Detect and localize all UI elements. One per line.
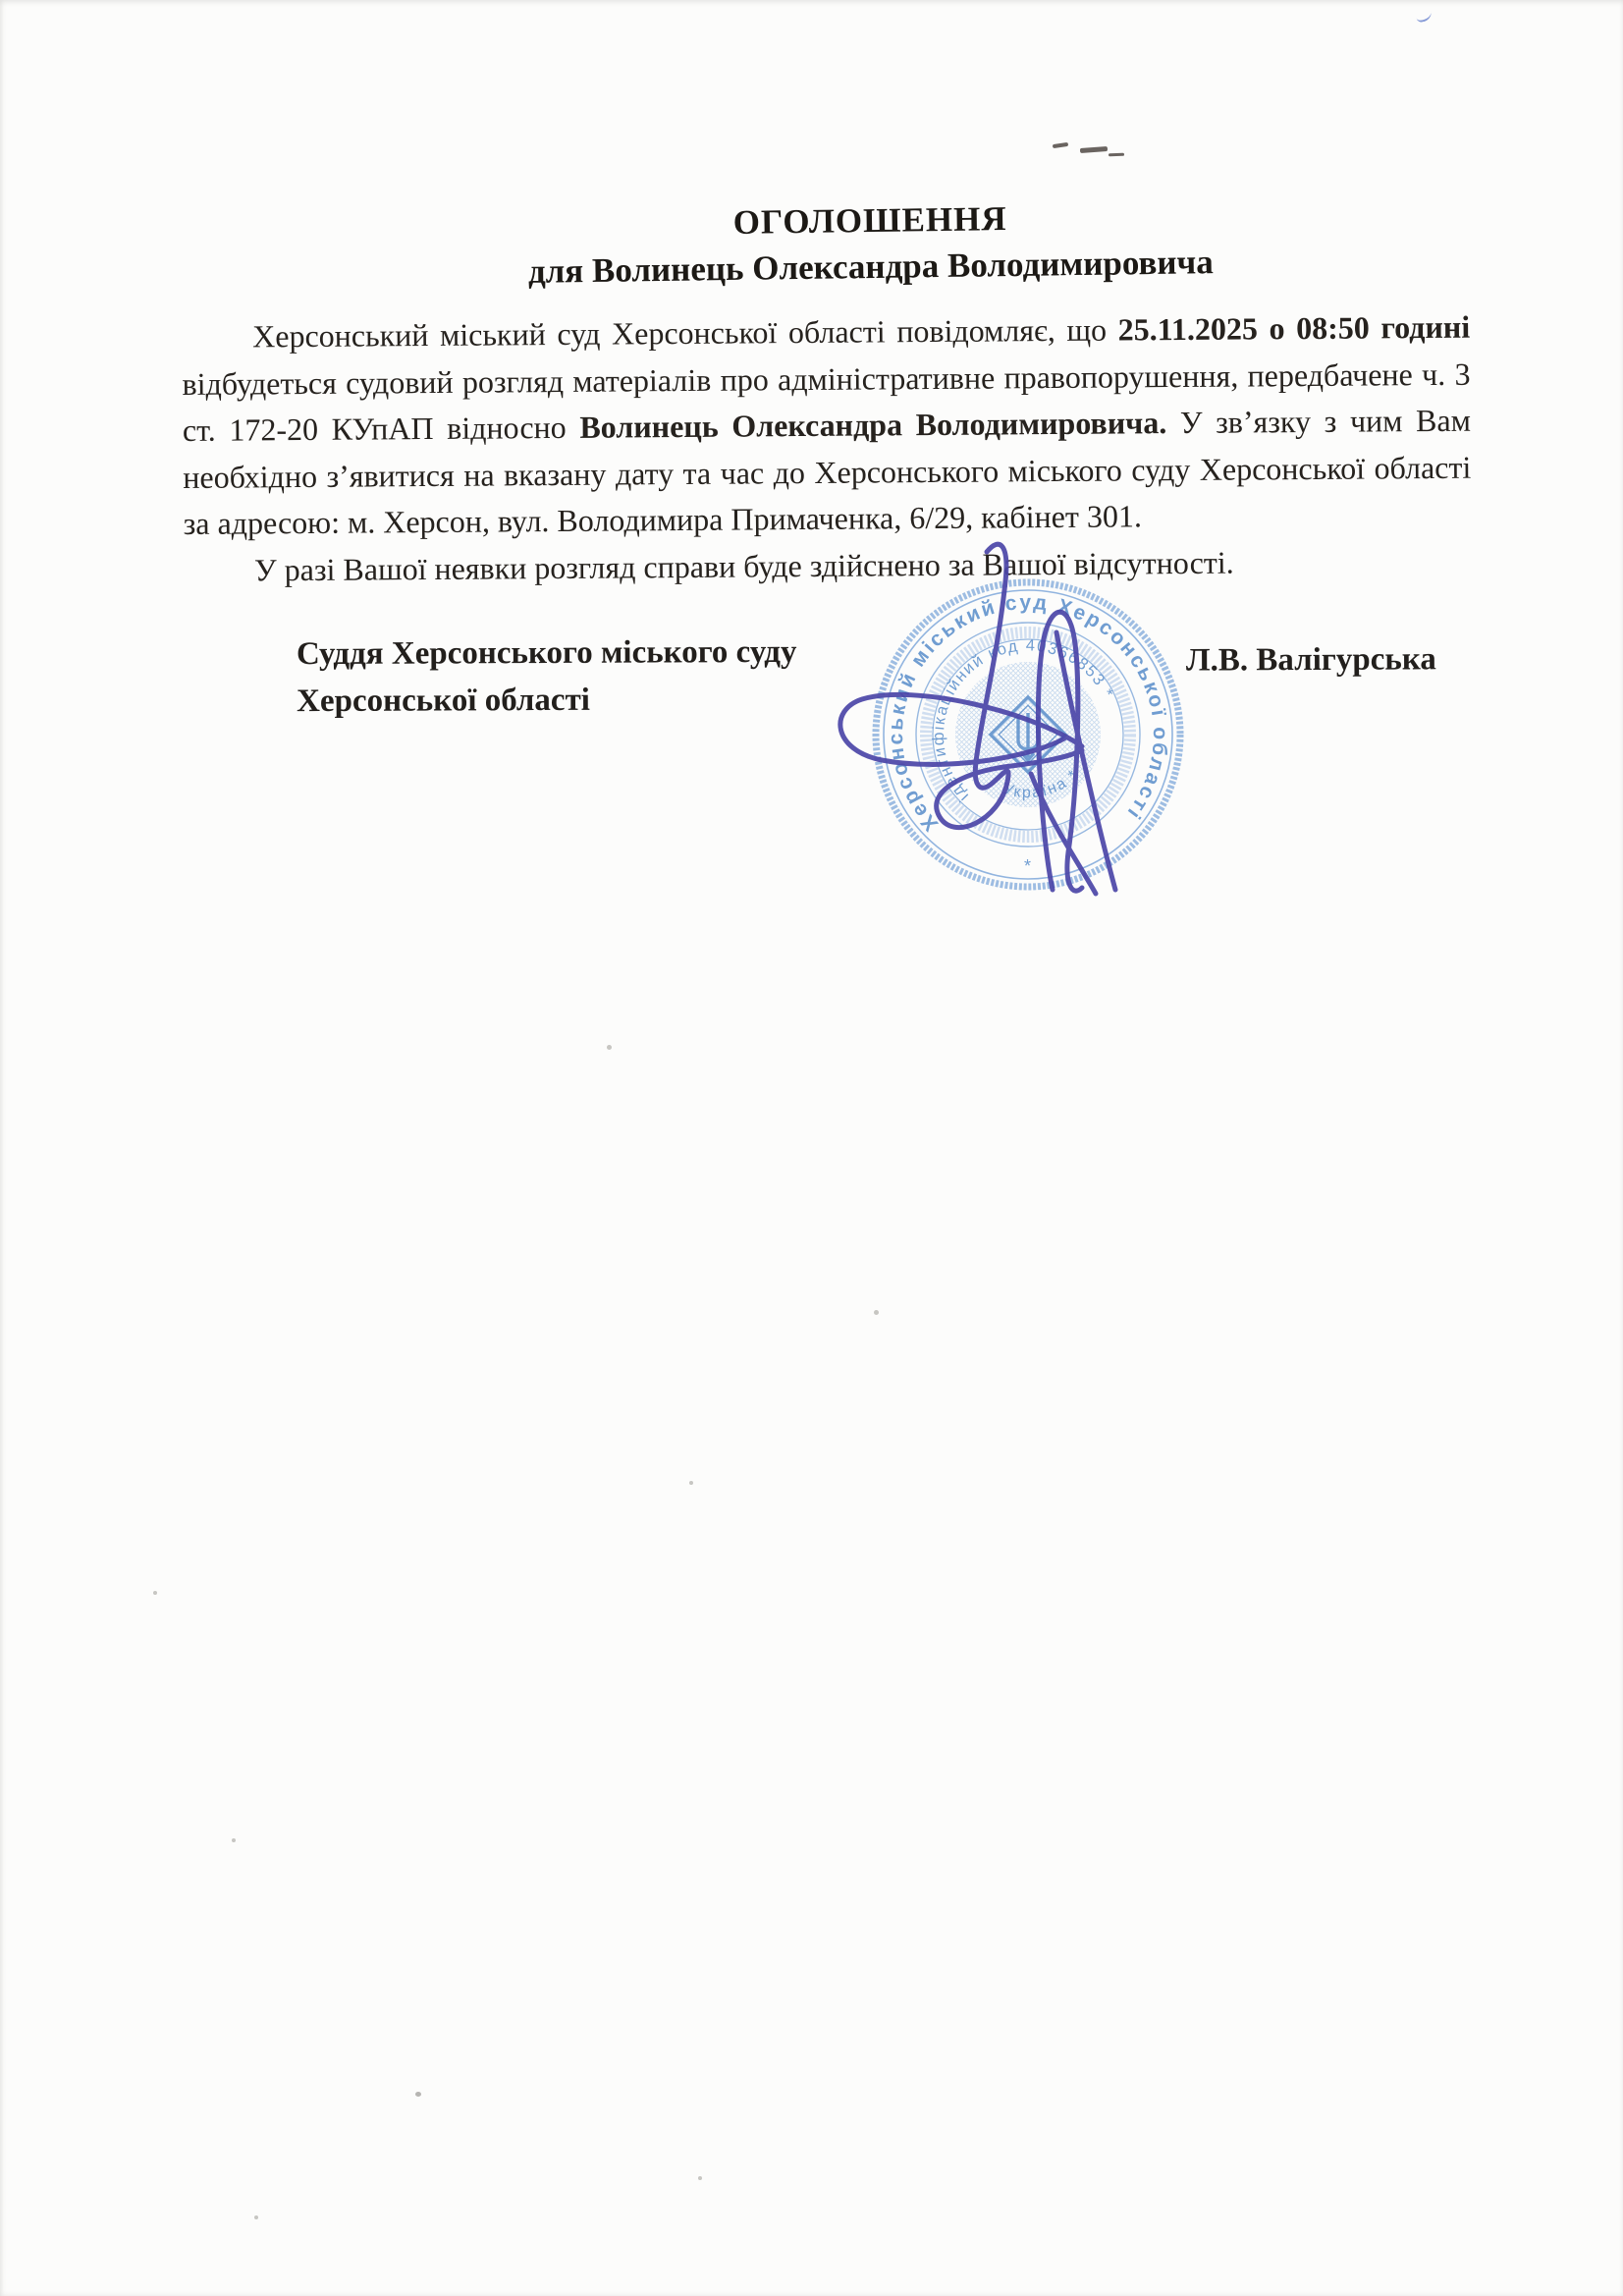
- judge-title-line2: Херсонської області: [297, 682, 590, 720]
- scan-speck: [254, 2215, 258, 2219]
- scan-speck: [232, 1838, 236, 1842]
- scan-speck: [607, 1045, 612, 1050]
- body-text-segment: відбудеться судовий розгляд матеріалів про адміністративне правопорушення, передбачене ч. 3 ст. 172-20 КУпАП відносно: [182, 355, 1471, 448]
- stamp-outer-ring-text: Херсонський міський суд Херсонської області: [884, 590, 1172, 836]
- signature-ink-icon: [825, 538, 1217, 911]
- scan-smudge: [1109, 153, 1124, 157]
- scan-speck: [698, 2176, 702, 2180]
- scan-speck: [153, 1591, 157, 1595]
- document-subtitle: для Волинець Олександра Володимировича: [527, 243, 1214, 291]
- document-title: ОГОЛОШЕННЯ: [732, 199, 1007, 242]
- judge-name: Л.В. Валігурська: [1185, 641, 1436, 679]
- scan-speck: [874, 1310, 879, 1315]
- body-text-bold-segment: 25.11.2025 о 08:50 годині: [1117, 308, 1471, 348]
- judge-signature: [825, 538, 1217, 911]
- document-heading: [117, 191, 1623, 297]
- stamp-inner-ring-text: ідентифікаційний код 40366853 *: [929, 636, 1117, 805]
- body-text-bold-segment: Волинець Олександра Володимировича.: [579, 405, 1167, 445]
- body-paragraph-2: У разі Вашої неявки розгляд справи буде здійснено за Вашої відсутності.: [253, 544, 1234, 587]
- stamp-country-text: Україна *: [1001, 766, 1083, 802]
- scan-speck: [689, 1481, 693, 1485]
- scan-speck: [415, 2092, 421, 2097]
- judge-title-line1: Суддя Херсонського міського суду: [296, 633, 797, 673]
- body-paragraph-1: [182, 304, 1472, 548]
- scan-pen-mark: [1415, 6, 1434, 23]
- scan-smudge: [1053, 142, 1068, 148]
- body-text-segment: Херсонський міський суд Херсонської області повідомляє, що: [252, 311, 1118, 355]
- scan-smudge: [1080, 146, 1108, 153]
- judge-title: [297, 629, 797, 725]
- stamp-bottom-star: *: [1024, 856, 1032, 876]
- body-text-segment: У зв’язку з чим Вам необхідно з’явитися на вказану дату та час до Херсонського міського суду Херсонської області за адресою: м. Херсон, вул. Володимира Примаченка, 6/29, кабінет 301.: [183, 402, 1472, 541]
